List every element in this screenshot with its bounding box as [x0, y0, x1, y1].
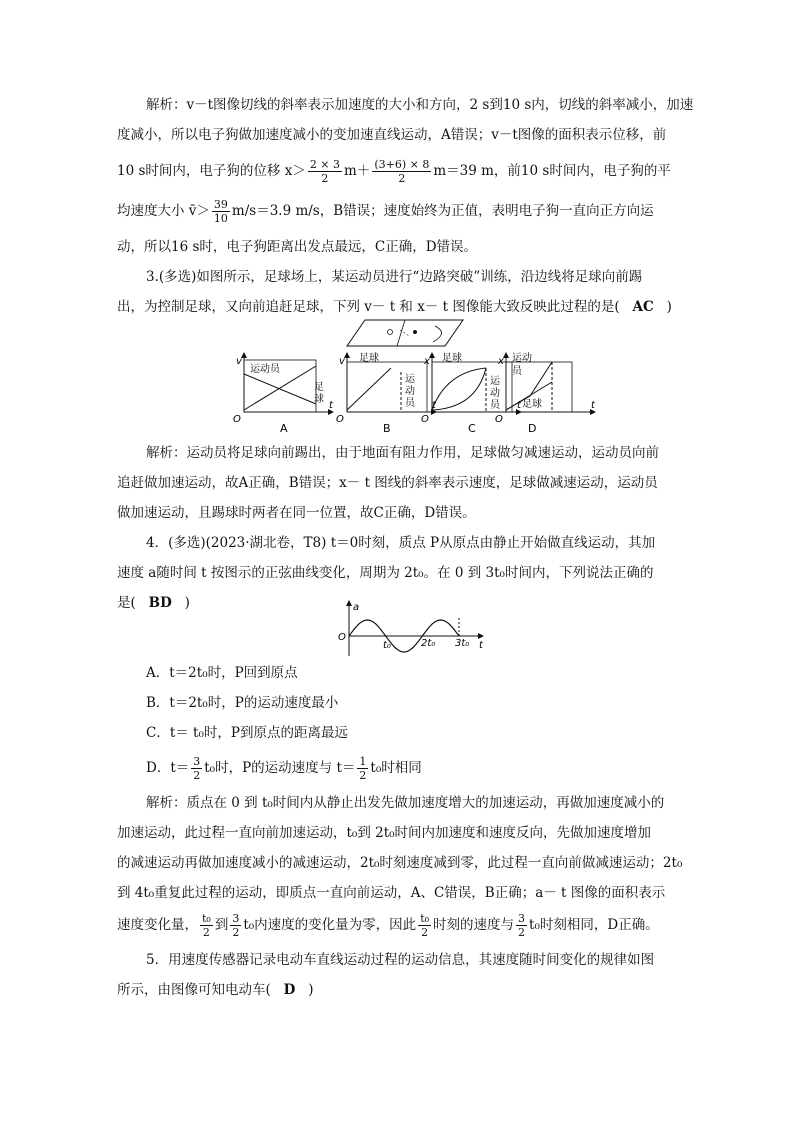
graph-d	[490, 352, 600, 437]
question-3-line: 3.(多选)如图所示，足球场上，某运动员进行“边路突破”训练，沿边线将足球向前踢	[146, 269, 643, 285]
question-5-line: 所示，由图像可知电动车( D )	[117, 982, 314, 998]
svg-text:2t₀: 2t₀	[421, 638, 436, 649]
svg-text:t: t	[329, 400, 333, 411]
question-4-line: 速度 a随时间 t 按图示的正弦曲线变化，周期为 2t₀。在 0 到 3t₀时间内，下列说法正确的	[117, 565, 654, 581]
svg-text:x: x	[498, 356, 504, 367]
svg-text:O: O	[336, 414, 344, 425]
graph-a	[228, 352, 338, 437]
answer-badge: AC	[632, 299, 654, 315]
ball-line	[244, 374, 316, 404]
svg-text:B: B	[383, 422, 391, 435]
fraction: $\frac{\text{t₀}}{2}$	[420, 912, 430, 939]
svg-text:O: O	[421, 414, 429, 425]
svg-text:x: x	[424, 356, 430, 367]
answer-badge: D	[283, 982, 296, 998]
analysis-line: 解析：质点在 0 到 t₀时间内从静止出发先做加速度增大的加速运动，再做加速度减小的	[146, 795, 665, 811]
svg-text:D: D	[528, 422, 537, 435]
svg-text:O: O	[233, 414, 241, 425]
svg-text:t: t	[479, 640, 483, 651]
football-field-illustration	[345, 318, 465, 348]
svg-text:a: a	[353, 602, 360, 613]
analysis-line: 加速运动，此过程一直向前加速运动，t₀到 2t₀时间内加速度和速度反向，先做加速度增加	[117, 825, 652, 841]
fraction: $\frac{(3+6) \times 8}{2}$	[374, 158, 430, 185]
fraction: $\frac{\text{t₀}}{2}$	[202, 912, 211, 939]
analysis-line: 度减小，所以电子狗做加速度减小的变加速直线运动，A错误；v－t图像的面积表示位移，前	[117, 127, 667, 143]
svg-text:3t₀: 3t₀	[455, 638, 470, 649]
fraction: $\frac{2 \times 3}{2}$	[309, 158, 341, 185]
question-4-line: 是( BD )	[117, 595, 190, 611]
svg-text:t₀: t₀	[383, 640, 391, 651]
analysis-line: 到 4t₀重复此过程的运动，即质点一直向前运动，A、C错误，B正确；a－ t 图像的面积表示	[117, 885, 666, 901]
svg-text:足球: 足球	[442, 353, 462, 364]
analysis-line: 动，所以16 s时，电子狗距离出发点最远，C正确，D错误。	[117, 239, 478, 255]
analysis-line: 均速度大小 v̄＞ $\frac{39}{10}$ m/s＝3.9 m/s，B错误；速度始终为正值，表明电子狗一直向正方向运	[117, 198, 654, 225]
svg-text:员: 员	[405, 398, 415, 409]
svg-text:C: C	[468, 422, 476, 435]
svg-text:员: 员	[490, 400, 500, 411]
analysis-line: 10 s时间内，电子狗的位移 x＞ $\frac{2 \times 3}{2}$ m＋ $\frac{(3+6) \times 8}{2}$ m＝39 m，前10 s时间内，电子狗的平	[117, 158, 671, 185]
svg-text:球: 球	[314, 394, 324, 405]
answer-badge: BD	[148, 595, 172, 611]
question-5-line: 5．用速度传感器记录电动车直线运动过程的运动信息，其速度随时间变化的规律如图	[146, 952, 655, 968]
svg-text:足球: 足球	[522, 399, 542, 410]
analysis-line: 解析：v－t图像切线的斜率表示加速度的大小和方向，2 s到10 s内，切线的斜率减小，加速	[146, 97, 694, 113]
option-b: B．t＝2t₀时，P的运动速度最小	[146, 695, 339, 711]
svg-text:t: t	[517, 400, 521, 411]
svg-text:运: 运	[490, 376, 500, 387]
svg-text:动: 动	[405, 386, 415, 397]
svg-text:员: 员	[512, 366, 522, 377]
analysis-line: 的减速运动再做加速度减小的减速运动，2t₀时刻速度减到零，此过程一直向前做减速运动；2t₀	[117, 855, 683, 871]
option-d: D．t＝ $\frac{3}{2}$ t₀时，P的运动速度与 t＝ $\frac{1}{2}$ t₀时相同	[146, 755, 422, 782]
svg-text:A: A	[280, 422, 288, 435]
svg-text:v: v	[236, 356, 242, 367]
svg-text:O: O	[495, 414, 503, 425]
svg-text:运动: 运动	[512, 353, 532, 364]
svg-text:v: v	[339, 356, 345, 367]
analysis-line: 解析：运动员将足球向前踢出，由于地面有阻力作用，足球做匀减速运动，运动员向前	[146, 445, 659, 461]
fraction: $\frac{3}{2}$	[232, 912, 240, 939]
svg-text:足球: 足球	[359, 353, 379, 364]
sine-graph	[333, 600, 493, 660]
analysis-line: 速度变化量， $\frac{\text{t₀}}{2}$ 到 $\frac{3}{2}$ t₀内速度的变化量为零，因此 $\frac{\text{t₀}}{2}$ 时刻的速度与 $\frac{3}{2}$ t₀时刻相同，D正确。	[117, 912, 659, 939]
fraction: $\frac{1}{2}$	[359, 755, 367, 782]
svg-text:t: t	[432, 400, 436, 411]
analysis-line: 追赶做加速运动，故A正确，B错误；x－ t 图线的斜率表示速度，足球做减速运动，运动员	[117, 475, 658, 491]
fraction: $\frac{39}{10}$	[213, 198, 228, 225]
option-c: C．t＝ t₀时，P到原点的距离最远	[146, 725, 348, 741]
svg-text:O: O	[338, 632, 346, 643]
option-a: A．t＝2t₀时，P回到原点	[146, 665, 298, 681]
svg-text:t: t	[591, 400, 595, 411]
svg-text:足: 足	[314, 382, 324, 393]
fraction: $\frac{3}{2}$	[193, 755, 201, 782]
analysis-line: 做加速运动，且踢球时两者在同一位置，故C正确，D错误。	[117, 505, 476, 521]
svg-text:动: 动	[490, 388, 500, 399]
fraction: $\frac{3}{2}$	[518, 912, 526, 939]
question-3-line: 出，为控制足球，又向前追赶足球，下列 v－ t 和 x－ t 图像能大致反映此过程的是( AC )	[117, 299, 672, 315]
svg-text:运: 运	[405, 374, 415, 385]
svg-text:运动员: 运动员	[250, 364, 280, 375]
question-4-line: 4．(多选)(2023·湖北卷，T8) t＝0时刻，质点 P从原点由静止开始做直线运动，其加	[146, 535, 656, 551]
